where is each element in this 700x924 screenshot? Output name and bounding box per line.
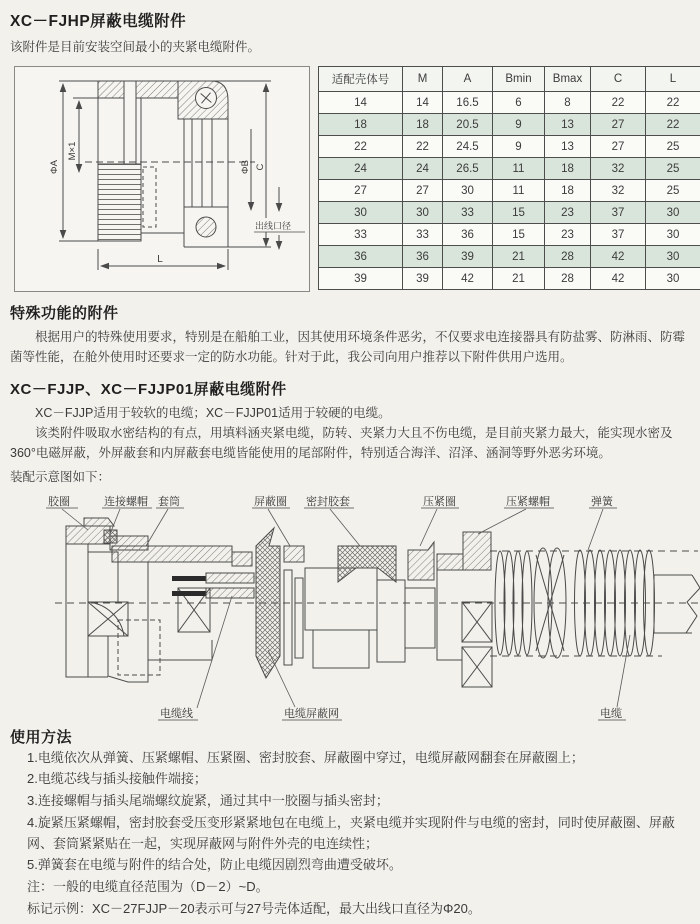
assembly-diagram-intro: 装配示意图如下：: [10, 470, 111, 485]
plug-body-part: [305, 568, 435, 668]
table-cell: 39: [319, 268, 403, 290]
table-cell: 27: [319, 180, 403, 202]
label-sleeve: 套筒: [158, 495, 180, 508]
table-cell: 22: [646, 92, 700, 114]
label-shield-ring: 屏蔽圈: [254, 495, 287, 508]
col-header-bmin: Bmin: [493, 67, 545, 92]
label-cable-shield-mesh: 电缆屏蔽网: [284, 707, 339, 720]
table-cell: 25: [646, 158, 700, 180]
table-cell: 33: [319, 224, 403, 246]
table-cell: 15: [493, 202, 545, 224]
hidden-contour: [143, 167, 156, 227]
knurled-section: [98, 164, 141, 241]
table-cell: 20.5: [443, 114, 493, 136]
special-section-heading: 特殊功能的附件: [10, 305, 119, 322]
table-cell: 36: [443, 224, 493, 246]
page-title: XC－FJHP屏蔽电缆附件: [10, 13, 187, 30]
page-subtitle: 该附件是目前安装空间最小的夹紧电缆附件。: [10, 40, 261, 54]
table-cell: 30: [646, 246, 700, 268]
label-rubber-ring: 胶圈: [48, 495, 70, 508]
table-cell: 22: [319, 136, 403, 158]
label-sealing-sleeve: 密封胶套: [306, 495, 350, 508]
table-row: [319, 92, 700, 114]
table-cell: 21: [493, 246, 545, 268]
table-cell: 14: [403, 92, 443, 114]
table-row: [319, 224, 700, 246]
dim-label-phi-b: ΦB: [240, 160, 251, 174]
col-header-l: L: [646, 67, 700, 92]
usage-note: 注：一般的电缆直径范围为（D－2）~D。: [27, 879, 269, 895]
label-cable: 电缆: [600, 707, 622, 720]
table-cell: 37: [591, 202, 646, 224]
usage-item-4: 4.旋紧压紧螺帽，密封胶套受压变形紧紧地包在电缆上，夹紧电缆并实现附件与电缆的密封，同时使屏蔽圈、屏蔽网、套筒紧紧贴在一起，实现屏蔽网与附件外壳的电连续性；: [27, 814, 675, 851]
table-cell: 32: [591, 180, 646, 202]
dimension-table: [318, 66, 700, 290]
table-cell: 11: [493, 158, 545, 180]
label-spring: 弹簧: [591, 495, 613, 508]
table-cell: 42: [591, 246, 646, 268]
table-cell: 13: [545, 114, 591, 136]
table-row: [319, 158, 700, 180]
col-header-c: C: [591, 67, 646, 92]
table-cell: 28: [545, 246, 591, 268]
gland-slot: [124, 81, 136, 164]
table-cell: 23: [545, 202, 591, 224]
dim-label-c: C: [255, 163, 266, 171]
col-header-shell: 适配壳体号: [319, 67, 403, 92]
table-cell: 37: [591, 224, 646, 246]
label-connecting-nut: 连接螺帽: [104, 495, 148, 508]
table-cell: 30: [646, 202, 700, 224]
table-header-row: [319, 67, 700, 92]
usage-section-heading: 使用方法: [10, 728, 73, 746]
table-cell: 18: [403, 114, 443, 136]
table-cell: 23: [545, 224, 591, 246]
table-cell: 36: [319, 246, 403, 268]
gland-top-cap: [98, 81, 178, 98]
table-cell: 24.5: [443, 136, 493, 158]
table-cell: 22: [591, 92, 646, 114]
table-cell: 39: [443, 246, 493, 268]
table-cell: 30: [319, 202, 403, 224]
table-cell: 9: [493, 136, 545, 158]
assembly-schematic: [0, 490, 700, 722]
table-row: [319, 180, 700, 202]
table-cell: 14: [319, 92, 403, 114]
table-cell: 27: [591, 136, 646, 158]
table-row: [319, 246, 700, 268]
col-header-m: M: [403, 67, 443, 92]
fjjp-section-heading: XC－FJJP、XC－FJJP01屏蔽电缆附件: [10, 380, 287, 398]
sealing-sleeve-part: [338, 546, 396, 582]
table-cell: 18: [545, 158, 591, 180]
gland-drawing-box: [14, 66, 310, 292]
cable-shield-mesh-part: [256, 528, 280, 678]
col-header-bmax: Bmax: [545, 67, 591, 92]
table-row: [319, 268, 700, 290]
table-row: [319, 136, 700, 158]
table-cell: 9: [493, 114, 545, 136]
table-cell: 27: [403, 180, 443, 202]
table-cell: 24: [319, 158, 403, 180]
label-cable-wires: 电缆线: [160, 707, 193, 720]
table-cell: 33: [443, 202, 493, 224]
table-cell: 33: [403, 224, 443, 246]
table-cell: 42: [591, 268, 646, 290]
cable-part: [654, 575, 700, 633]
outlet-hole: [196, 217, 216, 237]
table-cell: 18: [545, 180, 591, 202]
table-cell: 21: [493, 268, 545, 290]
clamp-nut-part: [437, 532, 492, 687]
table-cell: 28: [545, 268, 591, 290]
table-cell: 15: [493, 224, 545, 246]
usage-example: 标记示例：XC－27FJJP－20表示可与27号壳体适配，最大出线口直径为Φ20。: [27, 901, 481, 917]
table-cell: 6: [493, 92, 545, 114]
table-cell: 26.5: [443, 158, 493, 180]
shield-ring-part: [284, 546, 304, 665]
dim-label-outlet: 出线口径: [255, 221, 292, 231]
clamp-ring-part: [408, 542, 434, 580]
dim-label-l: L: [157, 254, 163, 265]
figure-row: [14, 66, 698, 292]
table-cell: 18: [319, 114, 403, 136]
table-cell: 16.5: [443, 92, 493, 114]
label-clamp-ring: 压紧圈: [423, 495, 456, 508]
dim-label-phi-a: ΦA: [49, 160, 60, 174]
dim-label-m1: M×1: [67, 141, 78, 161]
usage-item-3: 3.连接螺帽与插头尾端螺纹旋紧，通过其中一胶圈与插头密封；: [27, 793, 389, 809]
usage-item-1: 1.电缆依次从弹簧、压紧螺帽、压紧圈、密封胶套、屏蔽圈中穿过，电缆屏蔽网翻套在屏蔽圈上；: [27, 749, 584, 765]
table-cell: 22: [646, 114, 700, 136]
table-cell: 36: [403, 246, 443, 268]
special-section-body: 根据用户的特殊使用要求，特别是在船舶工业，因其使用环境条件恶劣，不仅要求电连接器具有防盐雾、防淋雨、防霉菌等性能，在舱外使用时还要求一定的防水功能。针对于此，我公司向用户推荐以下附件供用户选用。: [10, 330, 686, 365]
table-cell: 32: [591, 158, 646, 180]
fjjp-para-2: 该类附件吸取水密结构的有点，用填料涵夹紧电缆，防转、夹紧力大且不伤电缆，是目前夹紧力最大，能实现水密及360°电磁屏蔽，外屏蔽套和内屏蔽套电缆皆能使用的尾部附件，特别适合海洋、沼泽、涵洞等野外恶劣环境。: [10, 425, 673, 460]
table-row: [319, 202, 700, 224]
table-cell: 25: [646, 180, 700, 202]
usage-item-2: 2.电缆芯线与插头接触件端接；: [27, 771, 207, 787]
usage-item-5: 5.弹簧套在电缆与附件的结合处，防止电缆因剧烈弯曲遭受破坏。: [27, 857, 402, 873]
gland-cross-section-drawing: [15, 67, 309, 291]
table-row: [319, 114, 700, 136]
assembly-diagram: [0, 490, 700, 722]
fjjp-para-1: XC－FJJP适用于较软的电缆；XC－FJJP01适用于较硬的电缆。: [35, 405, 391, 420]
table-cell: 25: [646, 136, 700, 158]
cable-wires-part: [172, 573, 254, 598]
table-cell: 24: [403, 158, 443, 180]
table-cell: 27: [591, 114, 646, 136]
col-header-a: A: [443, 67, 493, 92]
table-cell: 11: [493, 180, 545, 202]
table-cell: 22: [403, 136, 443, 158]
table-cell: 13: [545, 136, 591, 158]
rubber-ring-part: [66, 518, 117, 544]
table-cell: 30: [646, 224, 700, 246]
table-cell: 30: [403, 202, 443, 224]
table-cell: 8: [545, 92, 591, 114]
label-clamp-nut: 压紧螺帽: [506, 495, 550, 508]
table-cell: 42: [443, 268, 493, 290]
table-cell: 30: [443, 180, 493, 202]
table-cell: 39: [403, 268, 443, 290]
table-cell: 30: [646, 268, 700, 290]
